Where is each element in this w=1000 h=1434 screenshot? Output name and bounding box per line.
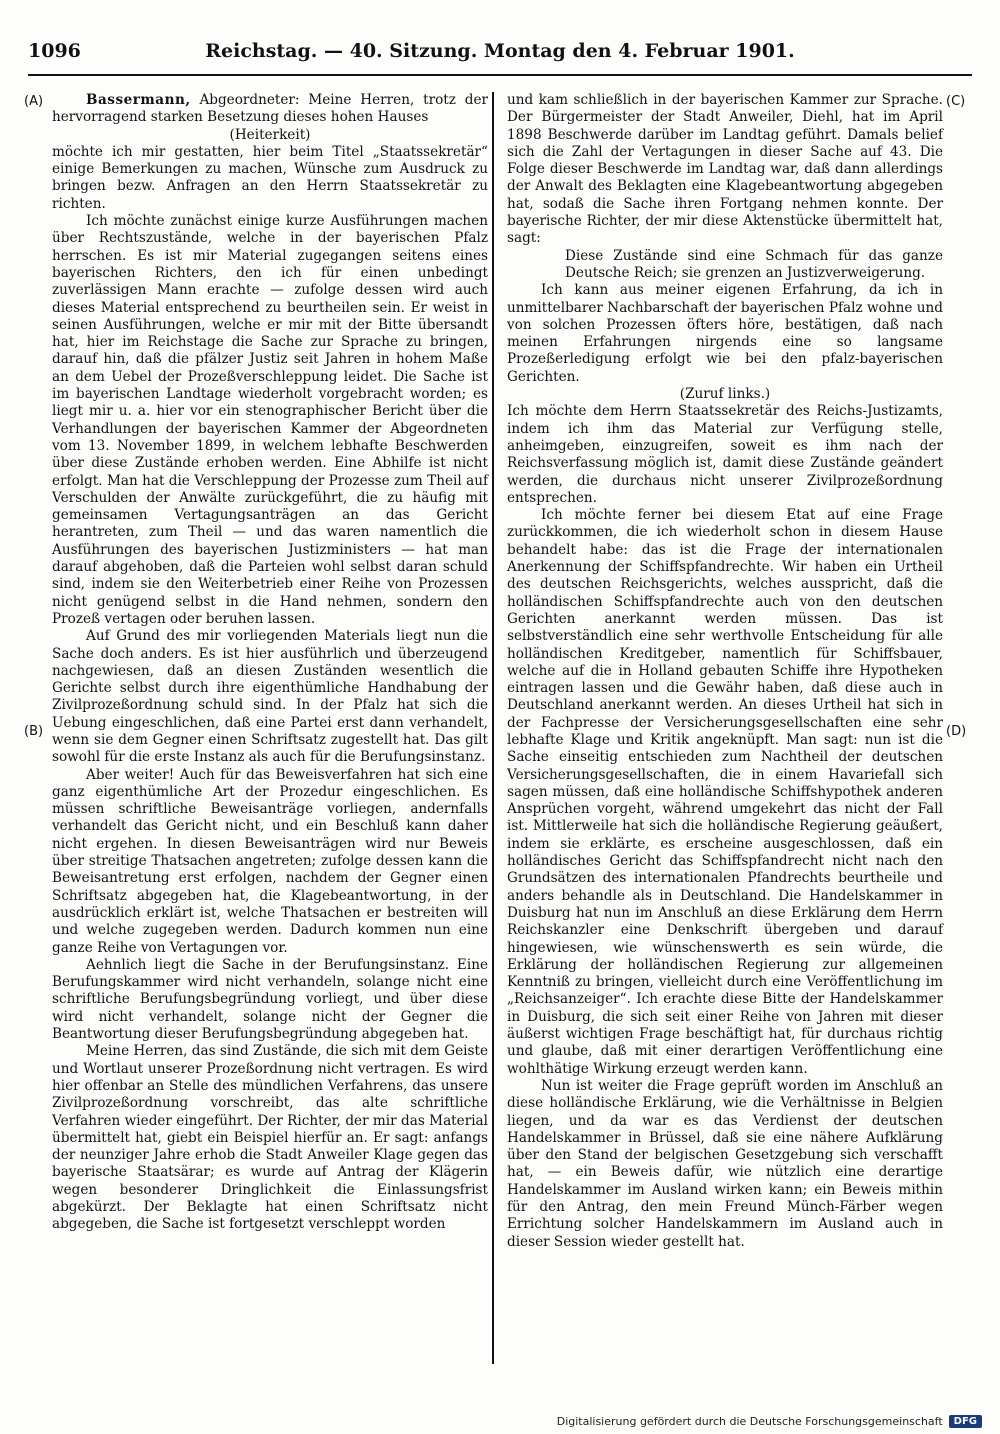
footer-credit xyxy=(557,1415,982,1428)
page-number: 1096 xyxy=(28,40,81,62)
paragraph: Nun ist weiter die Frage geprüft worden im Anschluß an diese holländische Erklärung, wie die Verhältnisse in Belgien liegen, und da war es das Verdienst der deutschen Handelskammer in Brüssel, daß sie eine nähere Aufklärung über den Stand der belgischen Gesetzgebung sich verschafft hat, — ein Beweis dafür, wie nützlich eine derartige Handelskammer im Ausland wirken kann; ein Beweis mithin für den Antrag, den mein Freund Münch-Färber wegen Errichtung solcher Handelskammern im Ausland auch in dieser Session wieder gestellt hat. xyxy=(507,1077,943,1250)
left-column xyxy=(52,92,488,1234)
speech-opening xyxy=(52,92,488,127)
margin-marker-a: (A) xyxy=(24,94,44,109)
paragraph: und kam schließlich in der bayerischen Kammer zur Sprache. Der Bürgermeister der Stadt Anweiler, Diehl, hat im April 1898 Beschwerde darüber im Landtag geführt. Damals belief sich die Zahl der Vertagungen in dieser Sache auf 43. Die Folge dieser Beschwerde im Landtag war, daß dann allerdings der Anwalt des Beklagten eine Klagebeantwortung abgegeben hat, sodaß die Sache ihren Fortgang nehmen konnte. Der bayerische Richter, der mir diese Aktenstücke übermittelt hat, sagt: xyxy=(507,92,943,247)
header-rule xyxy=(28,74,972,76)
paragraph: Ich kann aus meiner eigenen Erfahrung, da ich in unmittelbarer Nachbarschaft der bayerischen Pfalz wohne und von solchen Prozessen öfters höre, bestätigen, daß nach meinen Erfahrungen nirgends eine so langsame Prozeßerledigung erfolgt wie bei den pfalz-bayerischen Gerichten. xyxy=(507,282,943,385)
paragraph: Auf Grund des mir vorliegenden Materials liegt nun die Sache doch anders. Es ist hier ausführlich und überzeugend nachgewiesen, daß an diesen Zuständen wesentlich die Gerichte selbst durch ihre eigenthümliche Handhabung der Zivilprozeßordnung schuld sind. In der Pfalz hat sich die Uebung eingeschlichen, daß eine Partei erst dann verhandelt, wenn sie dem Gegner einen Schriftsatz zugestellt hat. Das gilt sowohl für die erste Instanz als auch für die Berufungsinstanz. xyxy=(52,628,488,766)
paragraph: Ich möchte dem Herrn Staatssekretär des Reichs-Justizamts, indem ich ihm das Material zur Verfügung stelle, anheimgeben, einzugreifen, soweit es ihm nach der Reichsverfassung möglich ist, damit diese Zustände geändert werden, die durchaus nicht unserer Zivilprozeßordnung entsprechen. xyxy=(507,403,943,506)
paragraph: Meine Herren, das sind Zustände, die sich mit dem Geiste und Wortlaut unserer Prozeßordnung nicht vertragen. Es wird hier offenbar an Stelle des mündlichen Verfahrens, das unsere Zivilprozeßordnung vorschreibt, das alte schriftliche Verfahren wieder eingeführt. Der Richter, der mir das Material übermittelt hat, giebt ein Beispiel hierfür an. Er sagt: anfangs der neunziger Jahre erhob die Stadt Anweiler Klage gegen das bayerische Staatsärar; es wurde auf Antrag der Klägerin wegen besonderer Dringlichkeit die Einlassungsfrist abgekürzt. Der Beklagte hat einen Schriftsatz nicht abgegeben, die Sache ist fortgesetzt verschleppt worden xyxy=(52,1043,489,1233)
margin-marker-c: (C) xyxy=(946,94,966,109)
paragraph: Ich möchte zunächst einige kurze Ausführungen machen über Rechtszustände, welche in der bayerischen Pfalz herrschen. Es ist mir Material zugegangen seitens eines bayerischen Richters, den ich für einen unbedingt zuverlässigen Mann erachte — zufolge dessen wird auch dieses Material entsprechend zu beurtheilen sein. Er weist in seinen Ausführungen, welche er mir mit der Bitte übersandt hat, hier im Reichstage die Sache zur Sprache zu bringen, darauf hin, daß die pfälzer Justiz seit Jahren in hohem Maße an dem Uebel der Prozeßverschleppung leidet. Die Sache ist im bayerischen Landtage wiederholt vorgebracht worden; es liegt mir u. a. hier vor ein stenographischer Bericht über die Verhandlungen der bayerischen Kammer der Abgeordneten vom 13. November 1899, in welchem lebhafte Beschwerden über diese Zustände erhoben werden. Eine Abhilfe ist nicht erfolgt. Man hat die Verschleppung der Prozesse zum Theil auf Verschulden der Anwälte zurückgeführt, die zu häufig mit gemeinsamen Vertagungsanträgen an das Gericht herantreten, zum Theil — und das waren namentlich die Ausführungen des bayerischen Justizministers — hat man darauf abgehoben, daß die Parteien wohl selbst daran schuld sind, indem sie den Weiterbetrieb einer Reihe von Prozessen nicht genügend selbst in die Hand nehmen, sondern den Prozeß vertagen oder beruhen lassen. xyxy=(52,213,488,627)
speaker-name: Bassermann, xyxy=(86,92,191,108)
page-header xyxy=(28,40,972,70)
paragraph: Aber weiter! Auch für das Beweisverfahren hat sich eine ganz eigenthümliche Art der Prozedur eingeschlichen. Es müssen schriftliche Beweisanträge vorliegen, andernfalls verhandelt das Gericht nicht, und ein Beschluß kann daher nicht ergehen. In diesen Beweisanträgen wird nur Beweis über streitige Thatsachen angetreten; zufolge dessen kann die Beweisantretung erst erfolgen, nachdem der Gegner einen Schriftsatz abgegeben hat, die Klagebeantwortung, in der ausdrücklich erklärt ist, welche Thatsachen er bestreiten will und welche zugegeben werden. Dadurch kommen nun eine ganze Reihe von Vertagungen vor. xyxy=(52,766,488,956)
margin-marker-d: (D) xyxy=(946,724,967,739)
speech-opening-text: Abgeordneter: Meine Herren, trotz der hervorragend starken Besetzung dieses hohen Hauses xyxy=(52,92,488,126)
column-divider xyxy=(492,92,494,1364)
paragraph: Ich möchte ferner bei diesem Etat auf eine Frage zurückkommen, die ich wiederholt schon in diesem Hause behandelt habe: das ist die Frage der internationalen Anerkennung der Schiffspfandrechte. Wir haben ein Urtheil des deutschen Reichsgerichts, welches ausspricht, daß die holländischen Schiffspfandrechte auch von den deutschen Gerichten anerkannt werden müssen. Das ist selbstverständlich eine sehr werthvolle Entscheidung für alle holländischen Kreditgeber, namentlich für Schiffsbauer, welche auf die in Holland gebauten Schiffe ihre Hypotheken eintragen lassen und die Gewähr haben, daß diese auch in Deutschland anerkannt werden. An dieses Urtheil hat sich in der Fachpresse der Versicherungsgesellschaften eine sehr lebhafte Klage und Kritik angeknüpft. Man sagt: nun ist die Sache einseitig entschieden zum Nachtheil der deutschen Versicherungsgesellschaften, die in einem Havariefall sich sagen müssen, daß eine holländische Schiffshypothek anderen Ansprüchen vorgeht, während umgekehrt das nicht der Fall ist. Mittlerweile hat sich die holländische Regierung geäußert, indem sie erklärte, es erscheine ausgeschlossen, daß ein holländisches Gericht das Schiffspfandrecht nicht nach den Grundsätzen des internationalen Pfandrechts beurtheile und anders behandle als in Deutschland. Die Handelskammer in Duisburg hat nun im Anschluß an diese Erklärung dem Herrn Reichskanzler eine Denkschrift übergeben und darauf hingewiesen, wie wünschenswerth es sein würde, die Erklärung der holländischen Regierung zur allgemeinen Kenntniß zu bringen, vielleicht durch eine Veröffentlichung im „Reichsanzeiger“. Ich erachte diese Bitte der Handelskammer in Duisburg, die sich seit einer Reihe von Jahren mit dieser äußerst wichtigen Frage beschäftigt hat, für durchaus richtig und glaube, daß mit einer derartigen Veröffentlichung eine wohlthätige Wirkung erzeugt werden kann. xyxy=(507,507,943,1077)
paragraph: möchte ich mir gestatten, hier beim Titel „Staatssekretär“ einige Bemerkungen zu machen, Wünsche zum Ausdruck zu bringen bezw. Anfragen an den Herrn Staatssekretär zu richten. xyxy=(52,143,488,212)
page-title: Reichstag. — 40. Sitzung. Montag den 4. Februar 1901. xyxy=(205,40,795,62)
footer-text: Digitalisierung gefördert durch die Deutsche Forschungsgemeinschaft xyxy=(556,1415,943,1428)
interjection-heiterkeit: (Heiterkeit) xyxy=(229,126,311,143)
block-quote: Diese Zustände sind eine Schmach für das ganze Deutsche Reich; sie grenzen an Justizverweigerung. xyxy=(565,247,943,281)
dfg-logo: DFG xyxy=(949,1415,982,1428)
right-column xyxy=(507,92,943,1251)
paragraph: Aehnlich liegt die Sache in der Berufungsinstanz. Eine Berufungskammer wird nicht verhandeln, solange nicht eine schriftliche Berufungsbegründung vorliegt, und über diese wird nicht verhandelt, solange nicht der Gegner die Beantwortung dieser Berufungsbegründung abgegeben hat. xyxy=(52,956,488,1043)
margin-marker-b: (B) xyxy=(24,724,44,739)
interjection-zuruf: (Zuruf links.) xyxy=(679,386,771,403)
